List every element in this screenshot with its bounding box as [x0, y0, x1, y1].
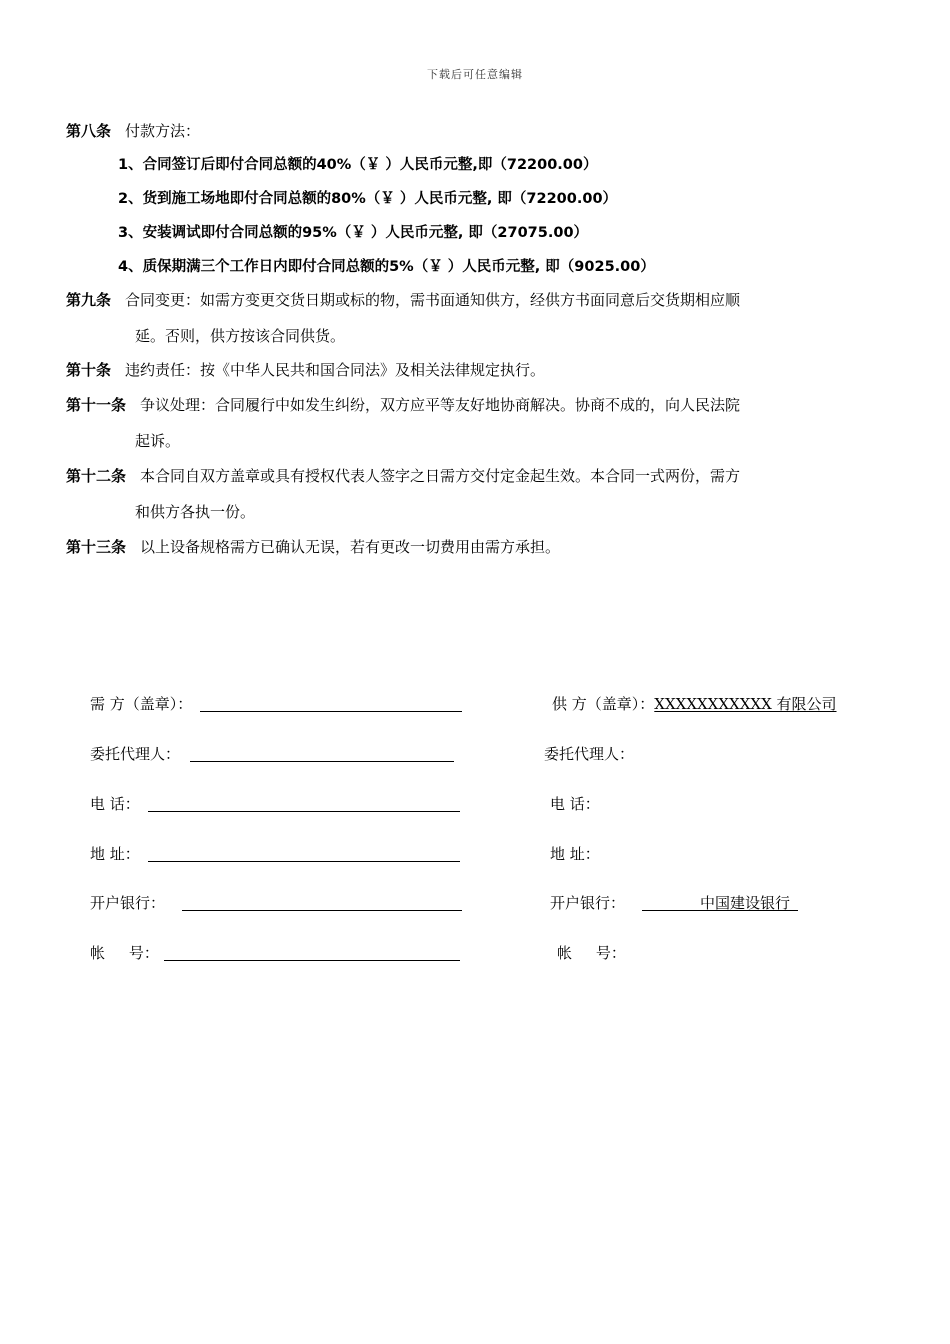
buyer-phone-blank[interactable] [148, 811, 460, 812]
article-12-text-2: 和供方各执一份。 [135, 503, 256, 521]
buyer-bank-label: 开户银行： [90, 894, 166, 912]
seller-party-label: 供 方（盖章）： [552, 695, 655, 713]
article-8 [66, 121, 200, 141]
header-note: 下载后可任意编辑 [427, 68, 523, 81]
article-11 [66, 395, 740, 415]
buyer-bank-blank[interactable] [182, 910, 462, 911]
buyer-party-label: 需 方（盖章）： [90, 695, 193, 713]
article-12-label: 第十二条 [66, 467, 127, 485]
article-12-text-1: 本合同自双方盖章或具有授权代表人签字之日需方交付定金起生效。本合同一式两份，需方 [140, 467, 741, 485]
article-13-label: 第十三条 [66, 538, 127, 556]
seller-bank-label: 开户银行： [550, 894, 626, 912]
article-13 [66, 537, 560, 557]
seller-company-name: XXXXXXXXXXX 有限公司 [654, 695, 837, 713]
article-10-text: 违约责任：按《中华人民共和国合同法》及相关法律规定执行。 [125, 361, 546, 379]
seller-phone-label: 电 话： [550, 795, 600, 813]
seller-address-label: 地 址： [550, 845, 600, 863]
article-9-text-2: 延。否则，供方按该合同供货。 [135, 327, 346, 345]
payment-item-2: 2、货到施工场地即付合同总额的80%（￥ ）人民币元整, 即（72200.00） [118, 191, 618, 207]
seller-agent-label: 委托代理人： [544, 745, 635, 763]
buyer-agent-blank[interactable] [190, 761, 454, 762]
article-9 [66, 290, 740, 310]
buyer-address-blank[interactable] [148, 861, 460, 862]
article-12 [66, 466, 740, 486]
article-10 [66, 360, 545, 380]
payment-item-1: 1、合同签订后即付合同总额的40%（￥ ）人民币元整,即（72200.00） [118, 157, 598, 173]
buyer-account-label: 帐 号： [90, 944, 159, 962]
article-9-text-1: 合同变更：如需方变更交货日期或标的物，需书面通知供方，经供方书面同意后交货期相应顺 [125, 291, 741, 309]
payment-item-4: 4、质保期满三个工作日内即付合同总额的5%（￥ ）人民币元整, 即（9025.00） [118, 259, 655, 275]
buyer-party-blank[interactable] [200, 711, 462, 712]
payment-item-3: 3、安装调试即付合同总额的95%（￥ ）人民币元整, 即（27075.00） [118, 225, 589, 241]
buyer-phone-label: 电 话： [90, 795, 140, 813]
article-11-text-2: 起诉。 [135, 432, 181, 450]
buyer-agent-label: 委托代理人： [90, 745, 181, 763]
article-9-label: 第九条 [66, 291, 112, 309]
article-8-label: 第八条 [66, 122, 112, 140]
buyer-account-blank[interactable] [164, 960, 460, 961]
article-11-label: 第十一条 [66, 396, 127, 414]
seller-bank-value: 中国建设银行 [700, 894, 791, 912]
article-11-text-1: 争议处理：合同履行中如发生纠纷，双方应平等友好地协商解决。协商不成的，向人民法院 [140, 396, 741, 414]
article-10-label: 第十条 [66, 361, 112, 379]
article-8-text: 付款方法： [125, 122, 201, 140]
buyer-address-label: 地 址： [90, 845, 140, 863]
seller-account-label: 帐 号： [557, 944, 626, 962]
seller-party [552, 694, 837, 714]
article-13-text: 以上设备规格需方已确认无误，若有更改一切费用由需方承担。 [140, 538, 561, 556]
